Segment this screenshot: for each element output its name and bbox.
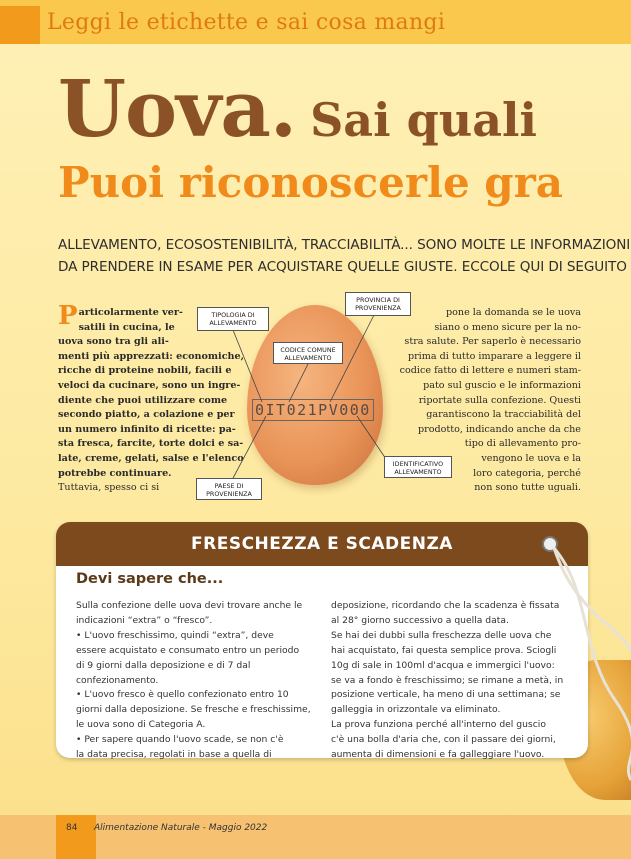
- box-line: deposizione, ricordando che la scadenza è fissata: [331, 600, 560, 611]
- intro-line: ricche di proteine nobili, facili e: [58, 365, 232, 377]
- box-line: confezionamento.: [76, 674, 159, 686]
- box-line: essere acquistato e consumato entro un periodo: [76, 644, 300, 656]
- egg-code: 0IT021PV000: [255, 401, 371, 419]
- intro-line: pato sul guscio e le informazioni: [423, 379, 581, 391]
- box-line: Se hai dei dubbi sulla freschezza delle uova che: [331, 629, 552, 641]
- label-provincia: PROVINCIA DI PROVENIENZA: [345, 292, 411, 316]
- deck-line: DA PRENDERE IN ESAME PER ACQUISTARE QUELLE GIUSTE. ECCOLE QUI DI SEGUITO: [58, 259, 627, 275]
- intro-line: late, creme, gelati, salse e l'elenco: [58, 452, 244, 464]
- intro-line: Particolarmente ver-: [58, 301, 183, 331]
- intro-left-column: [58, 301, 244, 496]
- intro-line: menti più apprezzati: economiche,: [58, 350, 244, 362]
- box-title: FRESCHEZZA E SCADENZA: [56, 522, 588, 566]
- footer-tab: [56, 815, 96, 859]
- issue-info: Alimentazione Naturale - Maggio 2022: [94, 823, 268, 833]
- label-identificativo: IDENTIFICATIVO ALLEVAMENTO: [384, 456, 452, 478]
- box-line: indicazioni “extra” o “fresco”.: [76, 614, 213, 626]
- intro-line: riportate sulla confezione. Questi: [418, 394, 581, 406]
- box-line: giorni dalla deposizione. Se fresche e freschissime,: [76, 704, 311, 716]
- intro-line: pone la domanda se le uova: [445, 307, 581, 318]
- section-kicker: Leggi le etichette e sai cosa mangi: [47, 10, 446, 35]
- intro-line: veloci da cucinare, sono un ingre-: [58, 379, 241, 391]
- box-line: hai acquistato, fai questa semplice prova. Sciogli: [331, 644, 557, 656]
- intro-line: prima di tutto imparare a leggere il: [407, 350, 581, 362]
- intro-line: potrebbe continuare.: [58, 467, 172, 479]
- box-line: • Per sapere quando l'uovo scade, se non c'è: [76, 734, 284, 746]
- intro-line: garantiscono la tracciabilità del: [426, 409, 581, 421]
- intro-line: Tuttavia, spesso ci si: [58, 482, 160, 494]
- header-accent: [0, 6, 40, 44]
- box-line: di 9 giorni dalla deposizione e di 7 dal: [76, 659, 251, 671]
- box-line: al 28° giorno successivo a quella data.: [331, 614, 509, 626]
- intro-line: stra salute. Per saperlo è necessario: [404, 336, 581, 348]
- label-tipologia: TIPOLOGIA DI ALLEVAMENTO: [197, 307, 269, 331]
- intro-line: uova sono tra gli ali-: [58, 336, 169, 348]
- box-line: • L'uovo fresco è quello confezionato entro 10: [76, 689, 289, 701]
- intro-line: sta fresca, farcite, torte dolci e sa-: [58, 438, 244, 450]
- label-codice-comune: CODICE COMUNE ALLEVAMENTO: [273, 342, 343, 364]
- intro-line: codice fatto di lettere e numeri stam-: [399, 365, 581, 377]
- headline-main: Uova.: [58, 64, 297, 155]
- headline-secondary: Sai quali: [310, 93, 537, 147]
- box-line: • L'uovo freschissimo, quindi “extra”, deve: [76, 629, 274, 641]
- headline-line1: [58, 64, 537, 155]
- intro-line: secondo piatto, a colazione e per: [58, 409, 235, 421]
- intro-line: vengono le uova e la: [481, 452, 581, 464]
- box-left-column: [76, 599, 311, 763]
- intro-line: loro categoria, perché: [473, 467, 581, 479]
- box-line: La prova funziona perché all'interno del guscio: [331, 719, 546, 731]
- box-line: galleggia in orizzontale va eliminato.: [331, 704, 501, 716]
- drop-cap: P: [58, 301, 78, 331]
- intro-line: siano o meno sicure per la no-: [434, 321, 581, 333]
- box-line: aumenta di dimensioni e fa galleggiare l'uovo.: [331, 749, 545, 761]
- deck-line: ALLEVAMENTO, ECOSOSTENIBILITÀ, TRACCIABILITÀ... SONO MOLTE LE INFORMAZIONI: [58, 237, 631, 253]
- box-line: le uova sono di Categoria A.: [76, 719, 206, 731]
- intro-line: diente che puoi utilizzare come: [58, 394, 228, 406]
- box-line: posizione verticale, ha meno di una settimana; se: [331, 689, 561, 701]
- intro-line: prodotto, indicando anche da che: [417, 423, 581, 435]
- headline-line2: Puoi riconoscerle gra: [58, 158, 564, 207]
- box-line: c'è una bolla d'aria che, con il passare dei giorni,: [331, 734, 556, 746]
- box-line: 10g di sale in 100ml d'acqua e immergici l'uovo:: [331, 659, 555, 671]
- box-line: la data precisa, regolati in base a quella di: [76, 749, 272, 761]
- box-subtitle: Devi sapere che...: [76, 571, 224, 587]
- intro-line: non sono tutte uguali.: [474, 482, 581, 494]
- label-paese: PAESE DI PROVENIENZA: [196, 478, 262, 500]
- box-right-column: [331, 599, 563, 763]
- intro-line: satili in cucina, le: [78, 321, 175, 333]
- box-line: se va a fondo è freschissimo; se rimane a metà, in: [331, 674, 564, 686]
- deck: [58, 234, 631, 278]
- box-line: Sulla confezione delle uova devi trovare anche le: [76, 600, 303, 611]
- intro-line: un numero infinito di ricette: pa-: [58, 423, 236, 435]
- page-number: 84: [66, 823, 78, 833]
- intro-line: tipo di allevamento pro-: [464, 438, 581, 450]
